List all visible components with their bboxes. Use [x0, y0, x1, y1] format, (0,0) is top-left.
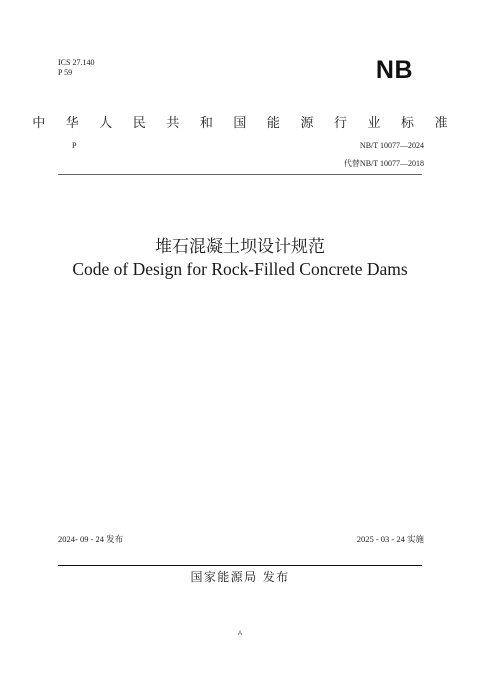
classification-codes — [58, 58, 94, 78]
title-english: Code of Design for Rock-Filled Concrete Dams — [72, 259, 408, 279]
header-divider — [58, 174, 422, 175]
replaces-standard: 代替NB/T 10077—2018 — [343, 159, 424, 168]
page-mark: A — [237, 631, 242, 637]
ics-code: ICS 27.140 — [58, 58, 95, 67]
issuer: 国家能源局 发布 — [190, 570, 290, 584]
category-code: P — [72, 141, 77, 150]
footer-divider — [58, 565, 422, 566]
title-chinese: 堆石混凝土坝设计规范 — [155, 237, 325, 257]
nb-logo: NB — [375, 56, 413, 84]
standard-number: NB/T 10077—2024 — [359, 141, 424, 150]
implement-date: 2025 - 03 - 24 实施 — [356, 534, 424, 544]
publish-date: 2024- 09 - 24 发布 — [58, 534, 124, 544]
industry-standard-heading: 中 华 人 民 共 和 国 能 源 行 业 标 准 — [32, 116, 456, 131]
ccs-code: P 59 — [58, 68, 73, 77]
